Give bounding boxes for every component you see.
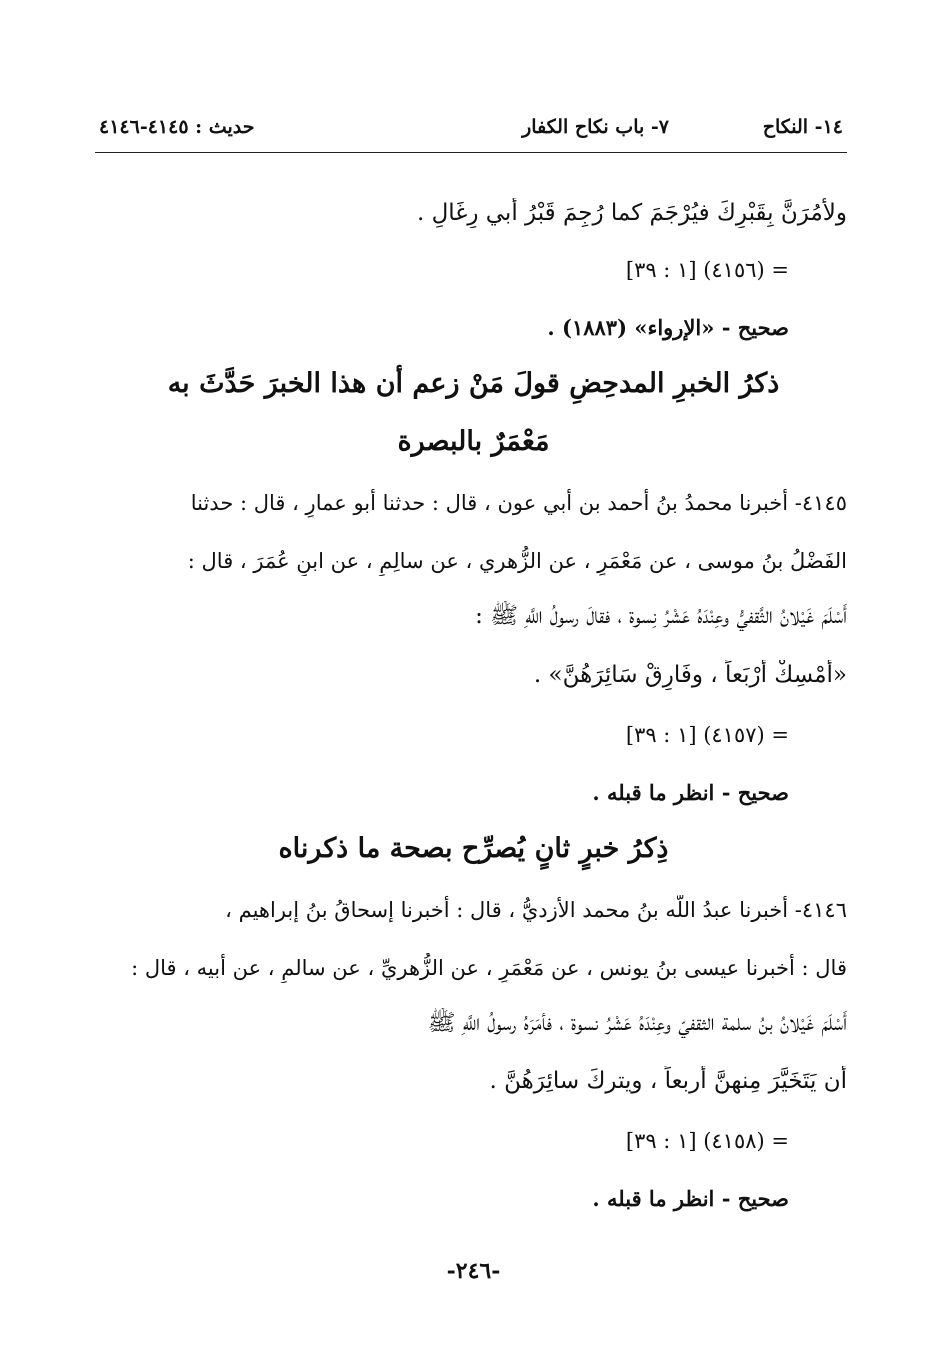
header-chapter: ١٤- النكاح	[762, 116, 843, 138]
hadith-line: ٤١٤٦- أخبرنا عبدُ اللَّه بنُ محمد الأزديُّ ، قال : أخبرنا إسحاقُ بنُ إبراهيم ،	[225, 898, 847, 922]
header-section: ٧- باب نكاح الكفار	[522, 116, 669, 138]
hadith-line: قال : أخبرنا عيسى بنُ يونس ، عن مَعْمَرٍ ، عن الزُّهريِّ ، عن سالمٍ ، عن أبيه ، قال :	[131, 956, 847, 980]
text-line: ولأمُرَنَّ بِقَبْرِكَ فيُرْجَمَ كما رُجِمَ قَبْرُ أبي رِغَالٍ .	[416, 200, 847, 226]
section-heading: ذكرُ الخبرِ المدحِضِ قولَ مَنْ زعم أن هذا الخبرَ حَدَّثَ به	[167, 368, 780, 399]
page-header	[95, 112, 847, 153]
hadith-line: أن يَتَخَيَّرَ مِنهنَّ أربعاً ، ويتركَ سائِرَهُنَّ .	[489, 1068, 847, 1094]
section-heading-continued: مَعْمَرٌ بالبصرة	[397, 426, 550, 457]
grading-line: صحيح - انظر ما قبله .	[592, 1186, 789, 1211]
header-hadith-range: حديث : ٤١٤٥-٤١٤٦	[99, 116, 255, 138]
page-number: -٢٤٦-	[446, 1258, 501, 1284]
reference-line: = (٤١٥٦) [١ : ٣٩]	[625, 258, 789, 282]
hadith-line: «أَمْسِكْ أَرْبَعاً ، وفَارِقْ سَائِرَهُنَّ» .	[533, 662, 847, 688]
grading-line: صحيح - انظر ما قبله .	[592, 780, 789, 805]
hadith-line: ٤١٤٥- أخبرنا محمدُ بنُ أحمد بن أبي عون ، قال : حدثنا أبو عمارٍ ، قال : حدثنا	[190, 491, 847, 515]
hadith-line: الفَضْلُ بنُ موسى ، عن مَعْمَرٍ ، عن الزُّهري ، عن سالِمٍ ، عن ابنِ عُمَرَ ، قال :	[187, 549, 847, 573]
reference-line: = (٤١٥٧) [١ : ٣٩]	[625, 723, 789, 747]
hadith-line: أَسْلَمَ غَيْلانُ بنُ سلمة الثقفيّ وعِنْدَهُ عَشْرُ نسوة ، فأمَرَهُ رسولُ اللَّهِ ﷺ	[427, 1010, 847, 1036]
section-heading: ذِكرُ خبرٍ ثانٍ يُصرِّح بصحة ما ذكرناه	[278, 833, 669, 864]
grading-line: صحيح - «الإرواء» (١٨٨٣) .	[547, 315, 789, 340]
hadith-line: أَسْلَمَ غَيْلانُ الثَّقفيُّ وعِنْدَهُ عَشْرُ نِسوة ، فقالَ رسولُ اللَّهِ ﷺ :	[475, 603, 847, 629]
reference-line: = (٤١٥٨) [١ : ٣٩]	[625, 1129, 789, 1153]
